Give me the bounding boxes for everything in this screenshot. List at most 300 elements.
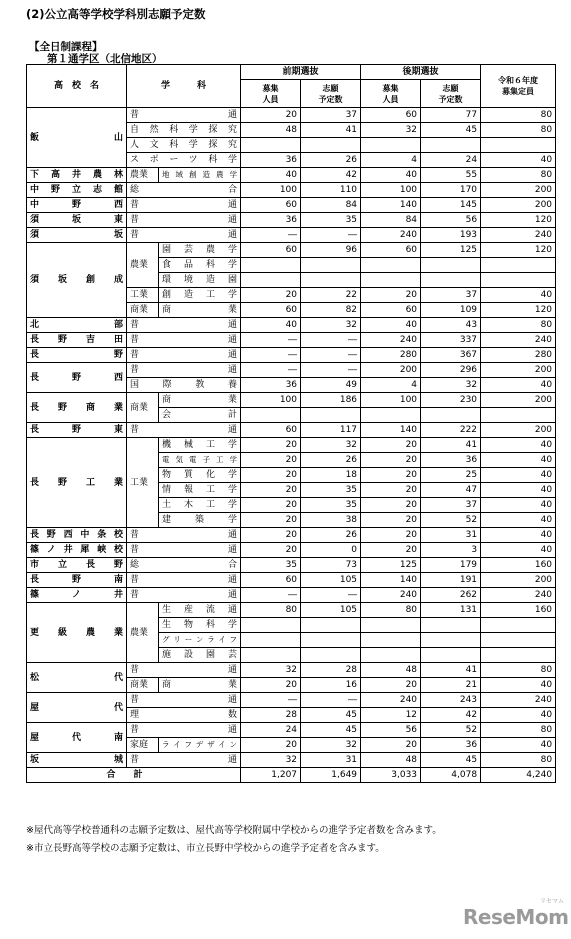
header-early: 前期選抜	[241, 65, 361, 80]
value-cell-cap: 120	[481, 303, 556, 318]
department-cell: 地域創造農学	[159, 168, 241, 183]
value-cell-r1: 20	[241, 513, 301, 528]
value-cell-r1	[241, 648, 301, 663]
value-cell-cap: 40	[481, 678, 556, 693]
value-cell-cap	[481, 258, 556, 273]
value-cell-r1	[241, 408, 301, 423]
value-cell-cap: 200	[481, 573, 556, 588]
value-cell-a2: 262	[421, 588, 481, 603]
total-capacity: 4,240	[481, 768, 556, 783]
value-cell-r1	[241, 633, 301, 648]
table-row	[27, 423, 556, 438]
value-cell-r2: 20	[361, 513, 421, 528]
department-cell: 普通	[127, 108, 241, 123]
value-cell-cap: 280	[481, 348, 556, 363]
header-applicants-late: 志願 予定数	[421, 80, 481, 108]
table-row	[27, 543, 556, 558]
value-cell-a2: 145	[421, 198, 481, 213]
value-cell-cap: 200	[481, 393, 556, 408]
total-applicants-late: 4,078	[421, 768, 481, 783]
value-cell-cap: 40	[481, 498, 556, 513]
value-cell-a2: 42	[421, 708, 481, 723]
header-late: 後期選抜	[361, 65, 481, 80]
value-cell-r1: 20	[241, 288, 301, 303]
value-cell-a2	[421, 258, 481, 273]
table-row	[27, 723, 556, 738]
value-cell-r2	[361, 618, 421, 633]
value-cell-r2: 56	[361, 723, 421, 738]
value-cell-a2	[421, 648, 481, 663]
value-cell-a2: 47	[421, 483, 481, 498]
category-cell: 工業	[127, 288, 159, 303]
school-name-cell: 松代	[27, 663, 127, 693]
value-cell-a1: ―	[301, 588, 361, 603]
value-cell-r2: 20	[361, 528, 421, 543]
applicants-table	[26, 64, 556, 783]
school-name-cell: 飯山	[27, 108, 127, 168]
value-cell-a1: 32	[301, 738, 361, 753]
value-cell-a1: 42	[301, 168, 361, 183]
value-cell-cap: 80	[481, 123, 556, 138]
course-type-label: 【全日制課程】	[29, 41, 103, 53]
value-cell-a1: 82	[301, 303, 361, 318]
notes	[26, 822, 442, 858]
value-cell-a1: 117	[301, 423, 361, 438]
school-name-cell: 長野	[27, 348, 127, 363]
resemom-logo: ReseMom	[463, 905, 569, 929]
value-cell-a2: 45	[421, 123, 481, 138]
value-cell-r2: 140	[361, 423, 421, 438]
department-cell: 建築学	[159, 513, 241, 528]
value-cell-a2: 170	[421, 183, 481, 198]
school-name-cell: 下高井農林	[27, 168, 127, 183]
value-cell-r2: 4	[361, 378, 421, 393]
department-cell: 普通	[127, 363, 241, 378]
value-cell-r1: 60	[241, 198, 301, 213]
value-cell-a1: 45	[301, 708, 361, 723]
value-cell-r1: 100	[241, 183, 301, 198]
department-cell: 普通	[127, 753, 241, 768]
value-cell-cap: 120	[481, 243, 556, 258]
value-cell-a1: 26	[301, 453, 361, 468]
value-cell-a2: 243	[421, 693, 481, 708]
school-name-cell: 屋代	[27, 693, 127, 723]
value-cell-a1: ―	[301, 348, 361, 363]
value-cell-a2	[421, 273, 481, 288]
school-name-cell: 須坂	[27, 228, 127, 243]
value-cell-r2: 20	[361, 543, 421, 558]
department-cell: 園芸農学	[159, 243, 241, 258]
value-cell-a1	[301, 258, 361, 273]
value-cell-a1: ―	[301, 693, 361, 708]
value-cell-cap: 40	[481, 468, 556, 483]
value-cell-r2: 20	[361, 678, 421, 693]
value-cell-r1: 20	[241, 483, 301, 498]
school-name-cell: 篠ノ井	[27, 588, 127, 603]
value-cell-r1: 36	[241, 153, 301, 168]
value-cell-r2: 32	[361, 123, 421, 138]
department-cell: スポーツ科学	[127, 153, 241, 168]
value-cell-a2: 36	[421, 738, 481, 753]
department-cell: 生物科学	[159, 618, 241, 633]
resemom-logo-kana: リセマム	[540, 898, 564, 905]
value-cell-cap: 120	[481, 213, 556, 228]
department-cell: 商業	[159, 678, 241, 693]
department-cell: 普通	[127, 213, 241, 228]
value-cell-r2: 20	[361, 288, 421, 303]
value-cell-cap: 80	[481, 318, 556, 333]
value-cell-a1	[301, 648, 361, 663]
value-cell-cap: 160	[481, 603, 556, 618]
table-row	[27, 363, 556, 378]
value-cell-r2: 80	[361, 603, 421, 618]
value-cell-a2: 109	[421, 303, 481, 318]
value-cell-a2: 43	[421, 318, 481, 333]
category-cell: 家庭	[127, 738, 159, 753]
value-cell-a2: 337	[421, 333, 481, 348]
value-cell-cap: 160	[481, 558, 556, 573]
value-cell-r1: 40	[241, 318, 301, 333]
value-cell-a2: 25	[421, 468, 481, 483]
total-recruit-late: 3,033	[361, 768, 421, 783]
value-cell-a1: 41	[301, 123, 361, 138]
value-cell-a1: 96	[301, 243, 361, 258]
value-cell-r2: 48	[361, 753, 421, 768]
value-cell-r1: 28	[241, 708, 301, 723]
value-cell-cap: 40	[481, 513, 556, 528]
value-cell-cap	[481, 273, 556, 288]
value-cell-a1: 35	[301, 213, 361, 228]
value-cell-a2: 230	[421, 393, 481, 408]
value-cell-r2: 40	[361, 168, 421, 183]
value-cell-a2: 41	[421, 438, 481, 453]
value-cell-r2: 140	[361, 573, 421, 588]
category-cell: 工業	[127, 438, 159, 528]
school-name-cell: 長野商業	[27, 393, 127, 423]
value-cell-r2: 84	[361, 213, 421, 228]
value-cell-a2	[421, 618, 481, 633]
value-cell-r1: 20	[241, 453, 301, 468]
department-cell: 普通	[127, 423, 241, 438]
value-cell-cap: 40	[481, 483, 556, 498]
value-cell-a2: 193	[421, 228, 481, 243]
table-body	[27, 108, 556, 768]
value-cell-r1: 20	[241, 468, 301, 483]
value-cell-r1	[241, 273, 301, 288]
header-dept: 学 科	[127, 65, 241, 108]
value-cell-r1: 80	[241, 603, 301, 618]
department-cell: 普通	[127, 198, 241, 213]
value-cell-r1: 32	[241, 663, 301, 678]
value-cell-cap: 40	[481, 438, 556, 453]
value-cell-r1: 36	[241, 378, 301, 393]
value-cell-a1: 45	[301, 723, 361, 738]
department-cell: 情報工学	[159, 483, 241, 498]
value-cell-r2: 200	[361, 363, 421, 378]
value-cell-a1: 18	[301, 468, 361, 483]
value-cell-a1: 37	[301, 108, 361, 123]
value-cell-cap: 80	[481, 168, 556, 183]
value-cell-r1: ―	[241, 228, 301, 243]
value-cell-a2: 37	[421, 498, 481, 513]
value-cell-a1: 0	[301, 543, 361, 558]
value-cell-a1	[301, 273, 361, 288]
value-cell-cap: 200	[481, 423, 556, 438]
value-cell-a2: 56	[421, 213, 481, 228]
department-cell: 普通	[127, 228, 241, 243]
value-cell-r2	[361, 408, 421, 423]
value-cell-a1: 35	[301, 483, 361, 498]
value-cell-r2	[361, 273, 421, 288]
school-name-cell: 長野南	[27, 573, 127, 588]
value-cell-r1: ―	[241, 693, 301, 708]
value-cell-cap: 80	[481, 753, 556, 768]
value-cell-a1: 22	[301, 288, 361, 303]
value-cell-a2: 24	[421, 153, 481, 168]
value-cell-r2: 100	[361, 183, 421, 198]
value-cell-cap: 240	[481, 693, 556, 708]
school-name-cell: 市立長野	[27, 558, 127, 573]
value-cell-r2: 20	[361, 438, 421, 453]
value-cell-r1: ―	[241, 363, 301, 378]
value-cell-r1: 20	[241, 738, 301, 753]
value-cell-a2: 179	[421, 558, 481, 573]
value-cell-a2: 296	[421, 363, 481, 378]
page-title: (2)公立高等学校学科別志願予定数	[26, 7, 206, 21]
table-row	[27, 603, 556, 618]
category-cell: 農業	[127, 168, 159, 183]
department-cell: 普通	[127, 663, 241, 678]
value-cell-a2	[421, 633, 481, 648]
department-cell: 普通	[127, 543, 241, 558]
department-cell: 食品科学	[159, 258, 241, 273]
value-cell-r1: 60	[241, 303, 301, 318]
header-school: 高 校 名	[27, 65, 127, 108]
value-cell-r1: ―	[241, 588, 301, 603]
value-cell-a1: 28	[301, 663, 361, 678]
table-row	[27, 333, 556, 348]
school-name-cell: 北部	[27, 318, 127, 333]
value-cell-r2	[361, 633, 421, 648]
value-cell-a1: 105	[301, 603, 361, 618]
value-cell-cap: 40	[481, 378, 556, 393]
value-cell-r1: 60	[241, 243, 301, 258]
department-cell: 普通	[127, 333, 241, 348]
department-cell: 普通	[127, 573, 241, 588]
value-cell-r2: 60	[361, 108, 421, 123]
value-cell-a1: ―	[301, 363, 361, 378]
department-cell: 普通	[127, 528, 241, 543]
value-cell-a1: 16	[301, 678, 361, 693]
department-cell: 自然科学探究	[127, 123, 241, 138]
value-cell-r2	[361, 138, 421, 153]
value-cell-r2: 60	[361, 303, 421, 318]
value-cell-a1: 35	[301, 498, 361, 513]
value-cell-a1: 110	[301, 183, 361, 198]
value-cell-r2: 60	[361, 243, 421, 258]
value-cell-cap	[481, 648, 556, 663]
value-cell-a2: 77	[421, 108, 481, 123]
department-cell: 商業	[159, 393, 241, 408]
value-cell-cap: 240	[481, 588, 556, 603]
value-cell-a2: 55	[421, 168, 481, 183]
value-cell-r2: 100	[361, 393, 421, 408]
value-cell-r2: 12	[361, 708, 421, 723]
department-cell: 機械工学	[159, 438, 241, 453]
table-row	[27, 753, 556, 768]
value-cell-cap	[481, 408, 556, 423]
category-cell: 農業	[127, 603, 159, 663]
value-cell-a2: 41	[421, 663, 481, 678]
department-cell: 施設園芸	[159, 648, 241, 663]
table-row	[27, 168, 556, 183]
department-cell: 理数	[127, 708, 241, 723]
value-cell-cap: 200	[481, 198, 556, 213]
table-row	[27, 348, 556, 363]
value-cell-a2: 52	[421, 513, 481, 528]
table-row	[27, 558, 556, 573]
school-name-cell: 長野西中条校	[27, 528, 127, 543]
total-label: 合計	[27, 768, 241, 783]
value-cell-a1: 73	[301, 558, 361, 573]
table-row	[27, 183, 556, 198]
department-cell: 電気電子工学	[159, 453, 241, 468]
value-cell-cap: 40	[481, 288, 556, 303]
department-cell: 普通	[127, 318, 241, 333]
value-cell-r1: 24	[241, 723, 301, 738]
department-cell: 創造工学	[159, 288, 241, 303]
school-name-cell: 長野東	[27, 423, 127, 438]
value-cell-cap: 40	[481, 153, 556, 168]
value-cell-a1: 38	[301, 513, 361, 528]
school-name-cell: 坂城	[27, 753, 127, 768]
value-cell-a1	[301, 633, 361, 648]
value-cell-a1: 186	[301, 393, 361, 408]
table-row	[27, 573, 556, 588]
value-cell-r1: 60	[241, 423, 301, 438]
table-row	[27, 528, 556, 543]
table-row	[27, 228, 556, 243]
value-cell-a2: 131	[421, 603, 481, 618]
department-cell: 普通	[127, 588, 241, 603]
value-cell-cap: 80	[481, 108, 556, 123]
table-row	[27, 108, 556, 123]
value-cell-r2: 20	[361, 738, 421, 753]
value-cell-a2	[421, 408, 481, 423]
value-cell-cap	[481, 138, 556, 153]
department-cell: 土木工学	[159, 498, 241, 513]
value-cell-a2: 45	[421, 753, 481, 768]
department-cell: 普通	[127, 693, 241, 708]
note-1: ※屋代高等学校普通科の志願予定数は、屋代高等学校附属中学校からの進学予定者数を含みます。	[26, 825, 442, 836]
value-cell-a2: 367	[421, 348, 481, 363]
value-cell-cap: 80	[481, 663, 556, 678]
value-cell-r1: 20	[241, 498, 301, 513]
school-name-cell: 須坂東	[27, 213, 127, 228]
value-cell-r1: 36	[241, 213, 301, 228]
value-cell-a2	[421, 138, 481, 153]
value-cell-a1	[301, 618, 361, 633]
value-cell-a2: 31	[421, 528, 481, 543]
table-row	[27, 663, 556, 678]
header-recruit-late: 募集 人員	[361, 80, 421, 108]
table-row	[27, 693, 556, 708]
table-row	[27, 438, 556, 453]
value-cell-a1	[301, 138, 361, 153]
value-cell-a1: 32	[301, 318, 361, 333]
value-cell-a2: 21	[421, 678, 481, 693]
school-name-cell: 更級農業	[27, 603, 127, 663]
value-cell-r1: 20	[241, 543, 301, 558]
value-cell-cap: 240	[481, 333, 556, 348]
school-name-cell: 屋代南	[27, 723, 127, 753]
value-cell-r2: 240	[361, 228, 421, 243]
value-cell-cap: 200	[481, 363, 556, 378]
header-recruit-early: 募集 人員	[241, 80, 301, 108]
value-cell-r2: 20	[361, 468, 421, 483]
value-cell-r1: 40	[241, 168, 301, 183]
value-cell-a1: 26	[301, 528, 361, 543]
value-cell-cap: 40	[481, 528, 556, 543]
table-row	[27, 198, 556, 213]
department-cell: 商業	[159, 303, 241, 318]
value-cell-r1: 20	[241, 438, 301, 453]
department-cell: 普通	[127, 348, 241, 363]
value-cell-r2: 140	[361, 198, 421, 213]
value-cell-cap: 80	[481, 723, 556, 738]
value-cell-r2	[361, 648, 421, 663]
value-cell-a1: 26	[301, 153, 361, 168]
value-cell-r1: 100	[241, 393, 301, 408]
value-cell-r1: ―	[241, 348, 301, 363]
value-cell-a1: 49	[301, 378, 361, 393]
department-cell: 普通	[127, 723, 241, 738]
table-row	[27, 318, 556, 333]
value-cell-a2: 222	[421, 423, 481, 438]
school-name-cell: 長野西	[27, 363, 127, 393]
category-cell: 農業	[127, 243, 159, 288]
value-cell-a2: 125	[421, 243, 481, 258]
value-cell-r2: 48	[361, 663, 421, 678]
value-cell-a1: ―	[301, 333, 361, 348]
value-cell-r2: 20	[361, 453, 421, 468]
value-cell-a1: ―	[301, 228, 361, 243]
value-cell-a1: 31	[301, 753, 361, 768]
department-cell: 物質化学	[159, 468, 241, 483]
category-cell: 商業	[127, 303, 159, 318]
value-cell-r2: 280	[361, 348, 421, 363]
value-cell-a1: 105	[301, 573, 361, 588]
school-name-cell: 中野西	[27, 198, 127, 213]
value-cell-a2: 3	[421, 543, 481, 558]
value-cell-r1: 48	[241, 123, 301, 138]
value-cell-r2: 20	[361, 483, 421, 498]
value-cell-r1	[241, 618, 301, 633]
value-cell-r2: 240	[361, 333, 421, 348]
table-row	[27, 243, 556, 258]
value-cell-cap	[481, 618, 556, 633]
school-name-cell: 長野工業	[27, 438, 127, 528]
table-row	[27, 588, 556, 603]
total-applicants-early: 1,649	[301, 768, 361, 783]
category-cell: 商業	[127, 393, 159, 423]
value-cell-r2: 4	[361, 153, 421, 168]
school-name-cell: 長野吉田	[27, 333, 127, 348]
value-cell-r1: ―	[241, 333, 301, 348]
value-cell-r1: 35	[241, 558, 301, 573]
value-cell-r1: 20	[241, 678, 301, 693]
value-cell-r1: 20	[241, 108, 301, 123]
